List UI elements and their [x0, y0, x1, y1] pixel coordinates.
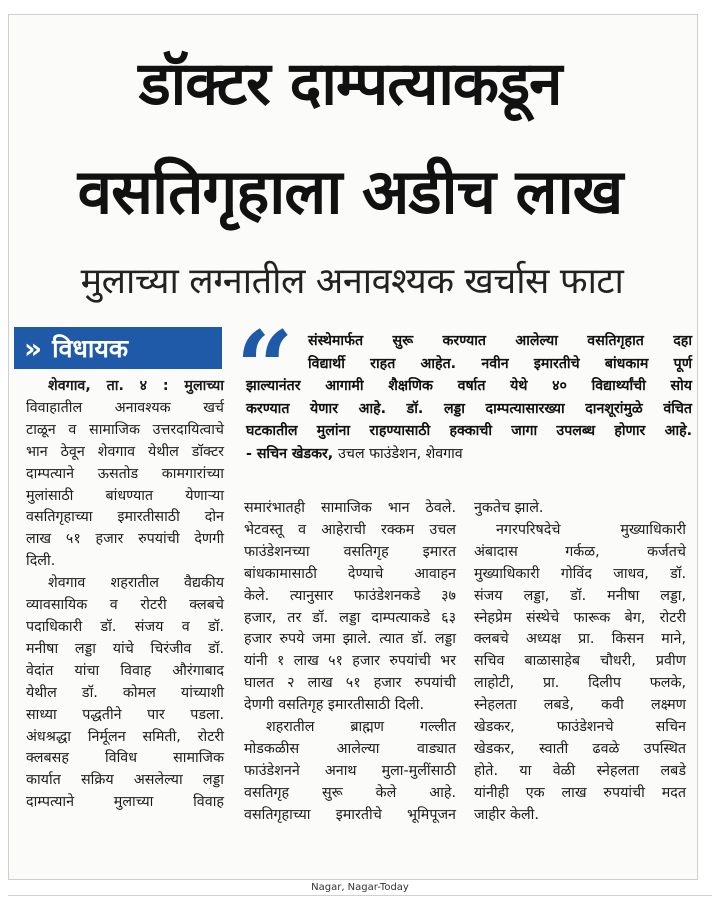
quote-line: संस्थेमार्फत सुरू करण्यात आलेल्या वसतिगृहात दहा [308, 333, 692, 349]
section-tag-label: विधायक [52, 334, 129, 363]
pull-quote [246, 330, 692, 466]
text-line: कार्यात सक्रिय असलेल्या लड्डा [26, 772, 224, 789]
quote-attribution [246, 443, 692, 466]
quote-line: झाल्यानंतर आगामी शैक्षणिक वर्षात येथे ४० विद्यार्थ्यांची सोय [246, 378, 692, 395]
subheadline: मुलाच्या लग्नातील अनावश्यक खर्चास फाटा [80, 261, 624, 302]
text-line: बांधकामासाठी देण्याचे आवाहन [244, 565, 456, 582]
text-line: दाम्पत्याने मुलाच्या विवाह [26, 794, 224, 811]
text-line: यांनी १ लाख ५१ हजार रुपयांची भर [244, 653, 456, 670]
quote-line: करण्यात येणार आहे. डॉ. लड्डा दाम्पत्यासारख्या दानशूरांमुळे वंचित [246, 400, 692, 417]
article-column-3 [474, 498, 686, 827]
text-line: दाम्पत्याने ऊसतोड कामगारांच्या [26, 465, 224, 482]
text-line: विवाहातील अनावश्यक खर्च [26, 399, 224, 416]
section-tag [14, 327, 222, 369]
text-line: जाहीर केली. [474, 806, 539, 823]
text-line: घालत २ लाख ५१ हजार रुपयांची [244, 675, 456, 692]
text-line: समारंभातही सामाजिक भान ठेवले. [244, 500, 456, 516]
double-chevron-right-icon: » [24, 331, 43, 365]
text-line: होते. या वेळी स्नेहलता लबडे [474, 762, 686, 779]
quote-attribution-name: - सचिन खेडकर, [246, 445, 334, 462]
dateline: शेवगाव, ता. ४ : मुलाच्या [48, 378, 224, 394]
text-line: खेडकर, फाउंडेशनचे सचिन [474, 719, 686, 736]
text-line: व्यावसायिक व रोटरी क्लबचे [26, 597, 224, 614]
text-line: नगरपरिषदेचे मुख्याधिकारी [496, 521, 686, 538]
text-line: पदाधिकारी डॉ. संजय व डॉ. [26, 618, 224, 635]
text-line: सचिव बाळासाहेब चौधरी, प्रवीण [474, 653, 686, 670]
headline-line-1: डॉक्टर दाम्पत्याकडून [138, 49, 562, 119]
text-line: लाख ५१ हजार रुपयांची देणगी [26, 531, 224, 548]
text-line: खेडकर, स्वाती ढवळे उपस्थित [474, 740, 686, 757]
text-line: अंबादास गर्कळ, कर्जतचे [474, 543, 686, 560]
text-line: टाळून व सामाजिक उत्तरदायित्वाचे [26, 421, 224, 438]
text-line: अंधश्रद्धा निर्मूलन समिती, रोटरी [26, 728, 224, 745]
text-line: संजय लड्डा, डॉ. मनीषा लड्डा, [474, 587, 686, 604]
text-line: मुलांसाठी बांधण्यात येणाऱ्या [26, 487, 224, 504]
text-line: फाउंडेशनच्या वसतिगृह इमारत [244, 543, 456, 560]
text-line: लाहोटी, प्रा. दिलीप फलके, [474, 675, 686, 692]
source-credit: Nagar, Nagar-Today [311, 882, 409, 893]
text-line: क्लबचे अध्यक्ष प्रा. किसन माने, [474, 631, 686, 648]
quote-line: घटकातील मुलांना राहण्यासाठी हक्काची जागा उपलब्ध होणार आहे. [246, 423, 692, 440]
text-line: वसतिगृह सुरू केले आहे. [244, 784, 456, 801]
quote-mark-icon: “ [236, 309, 294, 427]
text-line: फाउंडेशनने अनाथ मुला-मुलींसाठी [244, 762, 456, 779]
text-line: मोडकळीस आलेल्या वाड्यात [244, 740, 456, 757]
text-line: हजार, तर डॉ. लड्डा दाम्पत्याकडे ६३ [244, 609, 456, 626]
text-line: शहरातील ब्राह्मण गल्लीत [266, 719, 456, 736]
text-line: नुकतेच झाले. [474, 500, 544, 516]
text-line: हजार रुपये जमा झाले. त्यात डॉ. लड्डा [244, 631, 456, 648]
text-line: केले. त्यानुसार फाउंडेशनकडे ३७ [244, 587, 456, 604]
text-line: वसतिगृहाच्या इमारतीचे भूमिपूजन [244, 806, 456, 823]
headline-line-2: वसतिगृहाला अडीच लाख [77, 155, 623, 228]
text-line: भान ठेवून शेवगाव येथील डॉक्टर [26, 443, 224, 460]
text-line: स्नेहप्रेम संस्थेचे फारूक बेग, रोटरी [474, 609, 686, 626]
text-line: वेदांत यांचा विवाह औरंगाबाद [26, 662, 224, 679]
text-line: स्नेहलता लबडे, कवी लक्ष्मण [474, 697, 686, 714]
text-line: मुख्याधिकारी गोविंद जाधव, डॉ. [474, 565, 686, 582]
text-line: येथील डॉ. कोमल यांच्याशी [26, 684, 224, 701]
text-line: वसतिगृहाच्या इमारतीसाठी दोन [26, 509, 224, 526]
text-line: भेटवस्तू व आहेराची रक्कम उचल [244, 521, 456, 538]
text-line: दिली. [26, 553, 56, 570]
divider [8, 895, 712, 896]
quote-line: विद्यार्थी राहत आहेत. नवीन इमारतीचे बांधकाम पूर्ण [308, 355, 692, 372]
text-line: क्लबसह विविध सामाजिक [26, 750, 224, 767]
article-column-2 [244, 498, 456, 827]
text-line: साध्या पद्धतीने पार पडला. [26, 706, 224, 723]
article-column-1 [26, 376, 224, 814]
text-line: यांनीही एक लाख रुपयांची मदत [474, 784, 686, 801]
text-line: देणगी वसतिगृह इमारतीसाठी दिली. [244, 697, 425, 714]
text-line: शेवगाव शहरातील वैद्यकीय [48, 575, 224, 592]
quote-attribution-org: उचल फाउंडेशन, शेवगाव [338, 445, 463, 462]
text-line: मनीषा लड्डा यांचे चिरंजीव डॉ. [26, 640, 224, 657]
